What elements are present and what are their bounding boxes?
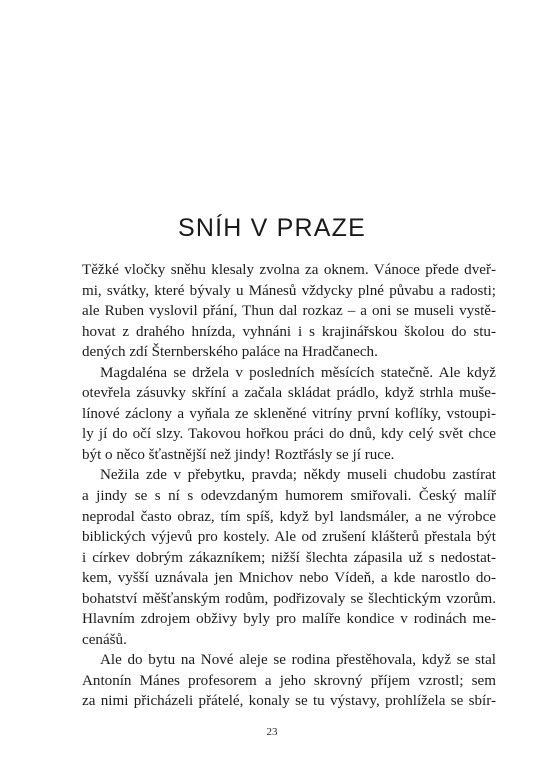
text-line: ly jí do očí slzy. Takovou hořkou práci do dnů, kdy celý svět chce — [82, 426, 496, 443]
text-line: být o něco šťastnější než jindy! Roztřásly se jí ruce. — [82, 446, 395, 463]
text-line: bohatství měšťanským rodům, podřizovaly se šlechtickým vzorům. — [82, 590, 496, 607]
text-line: i církev dobrým zákazníkem; nižší šlechta zápasila už s nedostat- — [82, 549, 496, 566]
chapter-title: SNÍH V PRAZE — [177, 214, 367, 242]
text-line: Nežila zde v přebytku, pravda; někdy museli chudobu zastírat — [100, 467, 496, 484]
text-line: Hlavním zdrojem obživy byly pro malíře kondice v rodinách me- — [82, 611, 496, 628]
text-line: ale Ruben vyslovil přání, Thun dal rozkaz – a oni se museli vystě- — [82, 303, 496, 320]
text-line: Antonín Mánes profesorem a jeho skrovný příjem vzrostl; sem — [82, 672, 496, 689]
text-line: otevřela zásuvky skříní a začala skládat prádlo, když strhla muše- — [82, 385, 496, 402]
text-line: biblických výjevů pro kostely. Ale od zrušení klášterů přestala být — [82, 529, 496, 546]
text-line: mi, svátky, které bývaly u Mánesů vždycky plné půvabu a radosti; — [82, 282, 496, 299]
body-text — [82, 260, 496, 712]
text-line: kem, vyšší uznávala jen Mnichov nebo Vídeň, a kde narostlo do- — [82, 570, 496, 587]
text-line: Magdaléna se držela v posledních měsících statečně. Ale když — [100, 364, 496, 381]
paragraph — [82, 260, 496, 363]
text-line: neprodal často obraz, tím spíš, když byl landsmáler, a ne výrobce — [82, 508, 496, 525]
text-line: a jindy se s ní s odevzdaným humorem smiřovali. Český malíř — [82, 488, 496, 505]
paragraph — [82, 363, 496, 466]
page-number: 23 — [266, 726, 278, 738]
text-line: Ale do bytu na Nové aleje se rodina přestěhovala, když se stal — [100, 652, 496, 669]
text-line: hovat z drahého hnízda, vyhnáni i s krajinářskou školou do stu- — [82, 323, 496, 340]
text-line: dených zdí Šternberského paláce na Hradčanech. — [82, 344, 378, 361]
paragraph — [82, 465, 496, 650]
text-line: línové záclony a vyňala ze skleněné vitríny první koflíky, vstoupi- — [82, 405, 496, 422]
text-line: cenášů. — [82, 631, 127, 648]
paragraph — [82, 650, 496, 712]
text-line: za nimi přicházeli přátelé, konaly se tu výstavy, prohlížela se sbír- — [82, 693, 496, 710]
text-line: Těžké vločky sněhu klesaly zvolna za oknem. Vánoce přede dveř- — [82, 262, 496, 278]
